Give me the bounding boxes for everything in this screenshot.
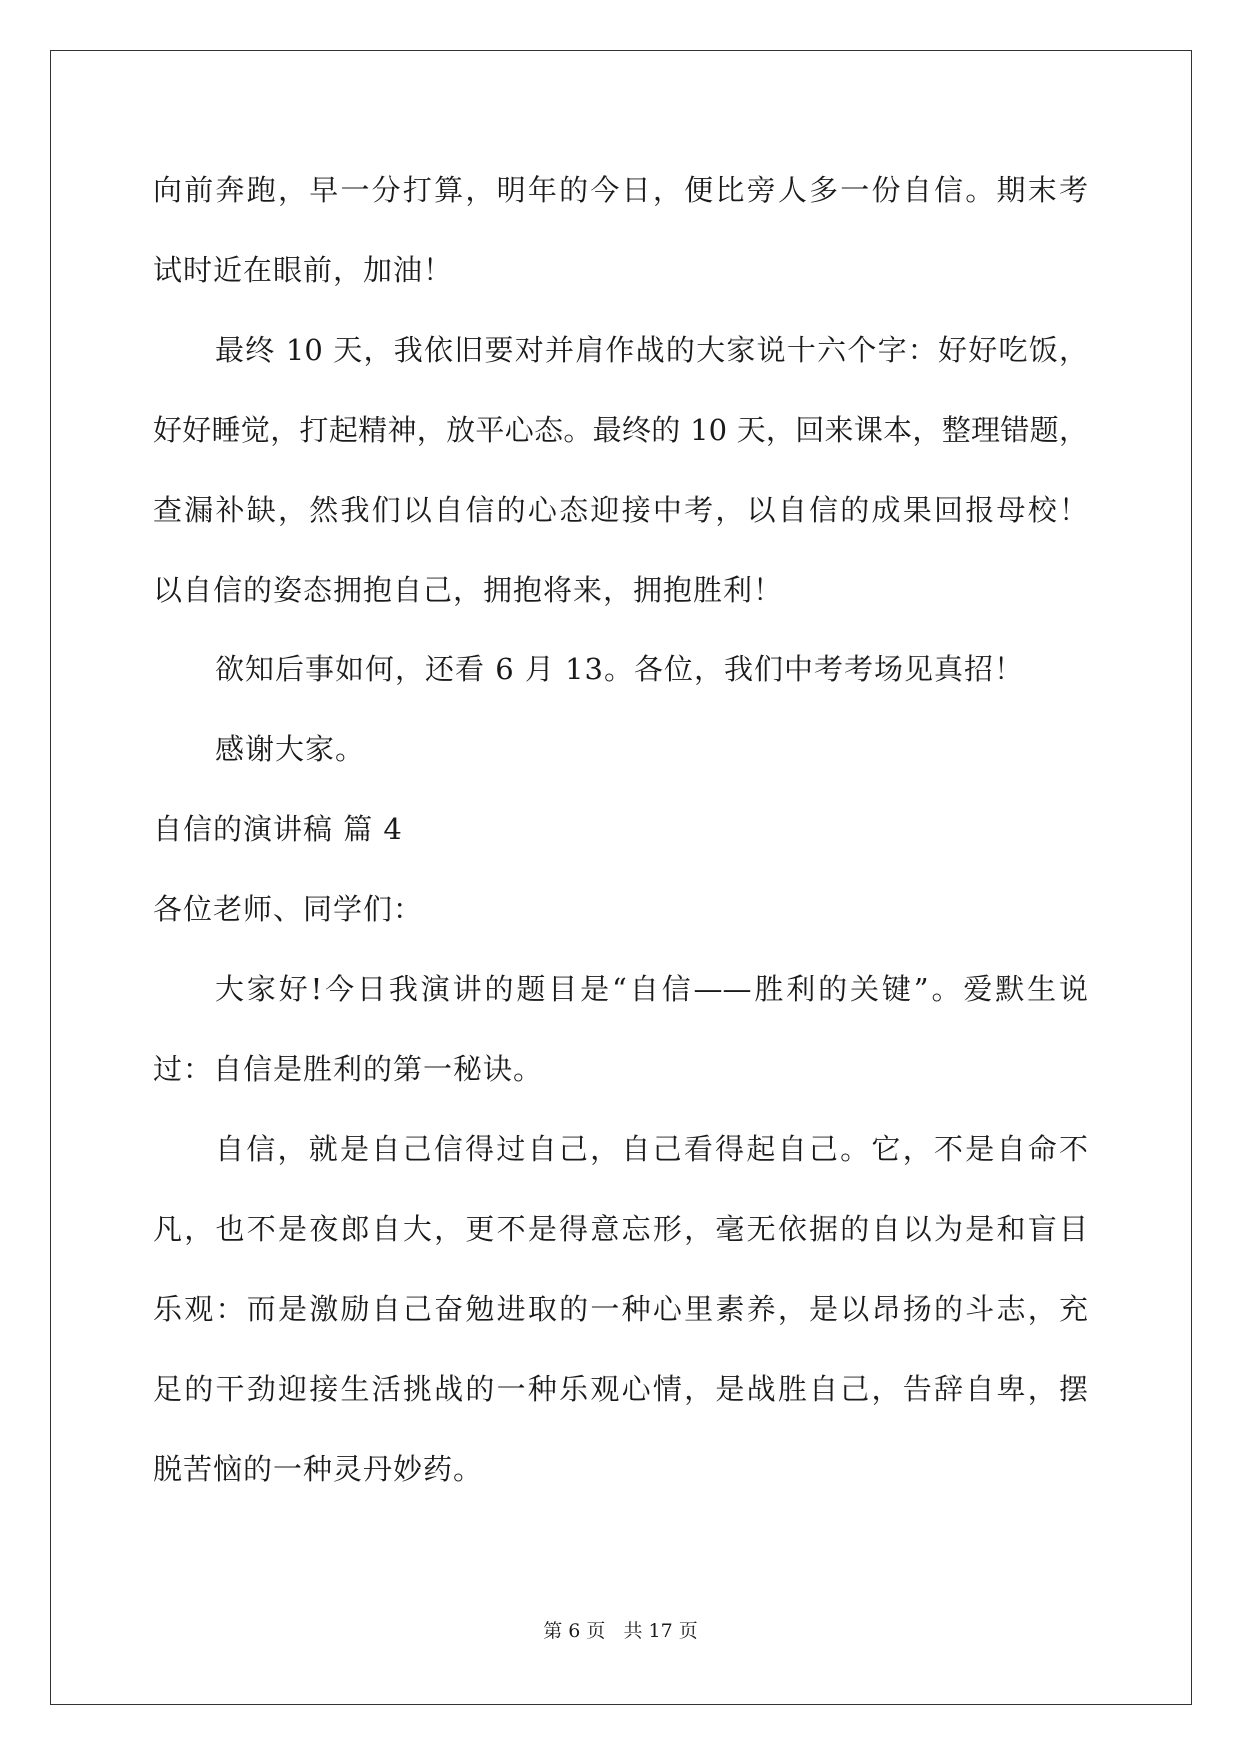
- paragraph-line: 向前奔跑，早一分打算，明年的今日，便比旁人多一份自信。期末考: [153, 173, 1088, 207]
- paragraph-line: 凡，也不是夜郎自大，更不是得意忘形，毫无依据的自以为是和盲目: [153, 1212, 1088, 1246]
- paragraph-line: 大家好!今日我演讲的题目是“自信——胜利的关键”。爱默生说: [215, 972, 1088, 1006]
- paragraph-line: 以自信的姿态拥抱自己，拥抱将来，拥抱胜利！: [153, 573, 784, 607]
- paragraph-line: 好好睡觉，打起精神，放平心态。最终的 10 天，回来课本，整理错题，: [153, 413, 1088, 447]
- paragraph-line: 试时近在眼前，加油！: [153, 253, 454, 287]
- paragraph-line: 欲知后事如何，还看 6 月 13。各位，我们中考考场见真招！: [215, 652, 1025, 686]
- paragraph-line: 过：自信是胜利的第一秘诀。: [153, 1052, 544, 1086]
- paragraph-line: 脱苦恼的一种灵丹妙药。: [153, 1452, 484, 1486]
- salutation: 各位老师、同学们：: [153, 892, 424, 926]
- paragraph-line: 自信，就是自己信得过自己，自己看得起自己。它，不是自命不: [215, 1132, 1088, 1166]
- page-number-footer: 第 6 页 共 17 页: [543, 1620, 698, 1642]
- paragraph-line: 感谢大家。: [215, 732, 366, 766]
- section-heading: 自信的演讲稿 篇 4: [153, 812, 403, 846]
- paragraph-line: 最终 10 天，我依旧要对并肩作战的大家说十六个字：好好吃饭，: [215, 333, 1088, 367]
- paragraph-line: 乐观：而是激励自己奋勉进取的一种心里素养，是以昂扬的斗志，充: [153, 1292, 1088, 1326]
- paragraph-line: 足的干劲迎接生活挑战的一种乐观心情，是战胜自己，告辞自卑，摆: [153, 1372, 1088, 1406]
- paragraph-line: 查漏补缺，然我们以自信的心态迎接中考，以自信的成果回报母校！: [153, 493, 1088, 527]
